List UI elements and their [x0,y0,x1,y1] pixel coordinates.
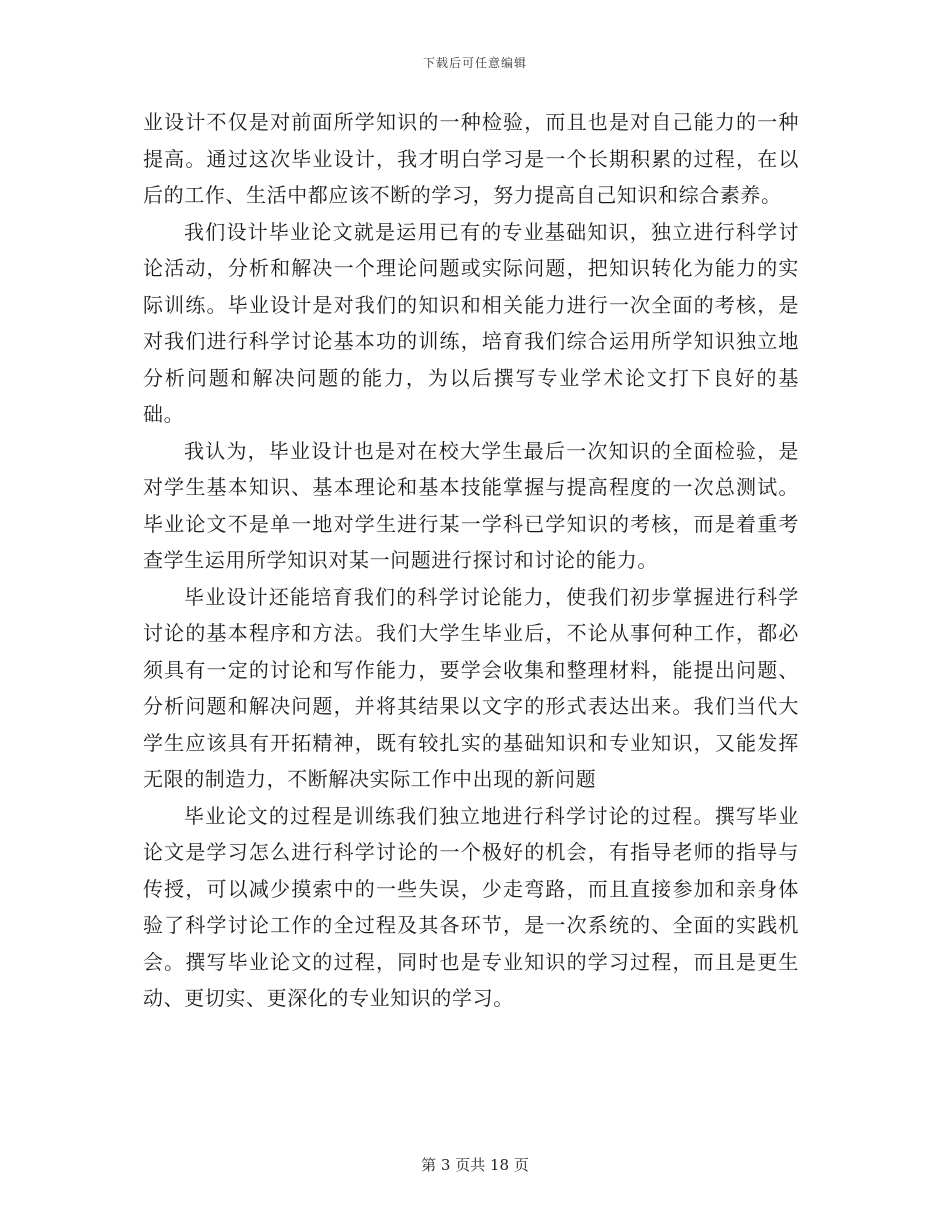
paragraph: 我们设计毕业论文就是运用已有的专业基础知识，独立进行科学讨论活动，分析和解决一个理论问题或实际问题，把知识转化为能力的实际训练。毕业设计是对我们的知识和相关能力进行一次全面的考核，是对我们进行科学讨论基本功的训练，培育我们综合运用所学知识独立地分析问题和解决问题的能力，为以后撰写专业学术论文打下良好的基础。 [143,219,799,426]
paragraph-continuation: 业设计不仅是对前面所学知识的一种检验，而且也是对自己能力的一种提高。通过这次毕业设计，我才明白学习是一个长期积累的过程，在以后的工作、生活中都应该不断的学习，努力提高自己知识和综合素养。 [143,110,799,207]
header-note: 下载后可任意编辑 [422,56,527,70]
paragraph: 毕业论文的过程是训练我们独立地进行科学讨论的过程。撰写毕业论文是学习怎么进行科学讨论的一个极好的机会，有指导老师的指导与传授，可以减少摸索中的一些失误，少走弯路，而且直接参加和亲身体验了科学讨论工作的全过程及其各环节，是一次系统的、全面的实践机会。撰写毕业论文的过程，同时也是专业知识的学习过程，而且是更生动、更切实、更深化的专业知识的学习。 [143,803,799,1010]
document-body [143,104,799,1017]
paragraph: 毕业设计还能培育我们的科学讨论能力，使我们初步掌握进行科学讨论的基本程序和方法。我们大学生毕业后，不论从事何种工作，都必须具有一定的讨论和写作能力，要学会收集和整理材料，能提出问题、分析问题和解决问题，并将其结果以文字的形式表达出来。我们当代大学生应该具有开拓精神，既有较扎实的基础知识和专业知识，又能发挥无限的制造力，不断解决实际工作中出现的新问题 [143,584,799,791]
paragraph: 我认为，毕业设计也是对在校大学生最后一次知识的全面检验，是对学生基本知识、基本理论和基本技能掌握与提高程度的一次总测试。毕业论文不是单一地对学生进行某一学科已学知识的考核，而是着重考查学生运用所学知识对某一问题进行探讨和讨论的能力。 [143,438,799,572]
page-number: 第 3 页共 18 页 [421,1156,529,1174]
